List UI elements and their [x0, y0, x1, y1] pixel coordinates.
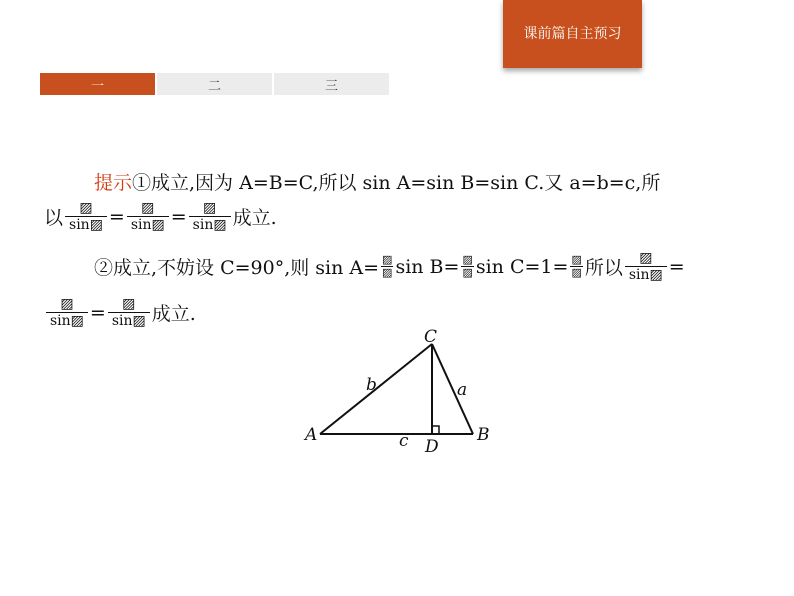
fraction-denominator: sin▨: [108, 312, 150, 329]
fraction-numerator: ▨: [60, 296, 74, 312]
fraction-denominator: sin▨: [65, 216, 107, 233]
paragraph-2-text-d: 所以: [584, 257, 623, 279]
fraction-numerator: ▨: [79, 200, 93, 216]
paragraph-2-text-c: sin C=1=: [475, 255, 569, 278]
fraction-numerator: ▨: [122, 296, 136, 312]
paragraph-1-line-2: [44, 200, 277, 233]
fraction-denominator: ▨: [571, 266, 582, 279]
fraction-numerator: ▨: [141, 200, 155, 216]
line-2-suffix: 成立.: [232, 207, 277, 229]
section-tabs: [40, 73, 389, 95]
fraction-b-over-sin-b: [127, 200, 169, 233]
fraction-numerator: ▨: [382, 253, 393, 266]
tab-three[interactable]: 三: [274, 73, 389, 95]
fraction-numerator: ▨: [571, 253, 582, 266]
vertex-a-label: A: [305, 425, 318, 445]
line-2-prefix: 以: [44, 207, 64, 229]
equals-sign: =: [668, 255, 685, 278]
fraction-c-over-sin-c: [189, 200, 231, 233]
paragraph-2-line-1: [94, 250, 685, 283]
fraction-b-over-c: [461, 254, 473, 279]
tab-two[interactable]: 二: [157, 73, 272, 95]
equals-sign: =: [89, 301, 106, 324]
fraction-denominator: sin▨: [189, 216, 231, 233]
foot-d-label: D: [425, 437, 439, 457]
fraction-a-over-sin-a: [65, 200, 107, 233]
side-c-label: c: [399, 431, 409, 451]
equals-sign: =: [108, 205, 125, 228]
fraction-numerator: ▨: [639, 250, 653, 266]
fraction-numerator: ▨: [203, 200, 217, 216]
fraction-a-over-sin-a: [625, 250, 667, 283]
paragraph-1-text: ①成立,因为 A=B=C,所以 sin A=sin B=sin C.又 a=b=c,所: [132, 172, 661, 194]
fraction-denominator: sin▨: [46, 312, 88, 329]
equals-sign: =: [170, 205, 187, 228]
fraction-c-over-c: [570, 254, 582, 279]
fraction-numerator: ▨: [462, 253, 473, 266]
fraction-b-over-sin-b: [46, 296, 88, 329]
right-angle-mark: [432, 426, 439, 434]
paragraph-2-text-a: ②成立,不妨设 C=90°,则 sin A=: [94, 257, 380, 279]
fraction-denominator: ▨: [382, 266, 393, 279]
line-4-suffix: 成立.: [151, 303, 196, 325]
section-badge: 课前篇自主预习: [503, 0, 642, 68]
paragraph-2-text-b: sin B=: [395, 255, 460, 278]
vertex-b-label: B: [477, 425, 490, 445]
tab-one[interactable]: 一: [40, 73, 155, 95]
paragraph-2-line-2: [44, 296, 196, 329]
fraction-a-over-c: [381, 254, 393, 279]
paragraph-1-line-1: [94, 168, 660, 195]
fraction-c-over-sin-c: [108, 296, 150, 329]
vertex-c-label: C: [424, 327, 438, 347]
triangle-figure: [300, 322, 510, 462]
hint-label: 提示: [94, 172, 133, 194]
fraction-denominator: ▨: [462, 266, 473, 279]
fraction-denominator: sin▨: [625, 266, 667, 283]
fraction-denominator: sin▨: [127, 216, 169, 233]
side-a-label: a: [457, 380, 468, 400]
side-b-label: b: [366, 375, 377, 395]
